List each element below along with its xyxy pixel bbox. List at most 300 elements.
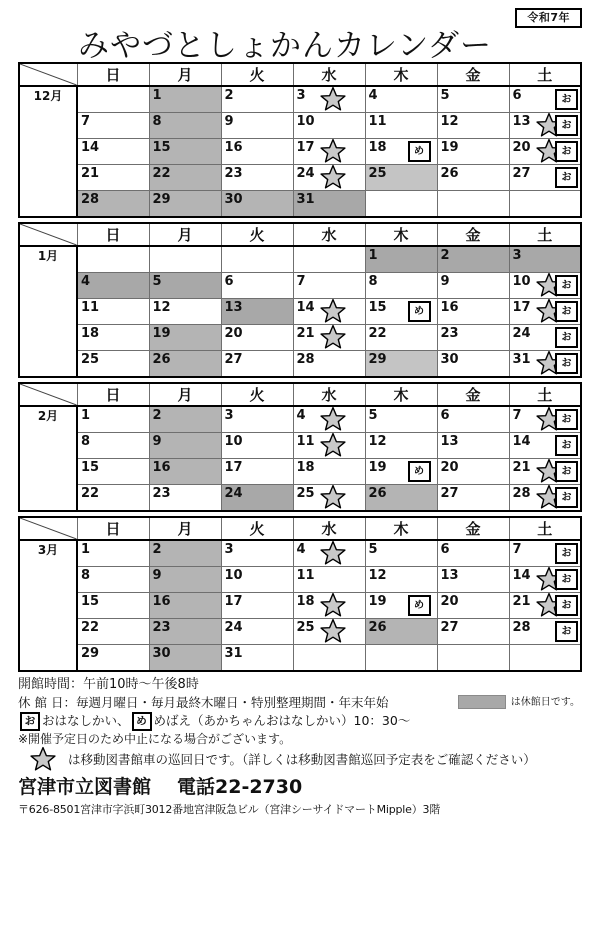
day-cell[interactable] <box>437 433 509 459</box>
day-cell[interactable] <box>509 351 581 378</box>
event-badge-o[interactable]: お <box>555 301 578 322</box>
day-cell[interactable] <box>77 459 149 485</box>
event-badge-o[interactable]: お <box>555 89 578 110</box>
day-number: 6 <box>440 408 450 423</box>
day-cell[interactable] <box>437 273 509 299</box>
day-cell[interactable] <box>149 485 221 512</box>
day-cell[interactable] <box>365 459 437 485</box>
day-cell[interactable] <box>293 113 365 139</box>
day-number: 18 <box>368 140 387 155</box>
weekday-header-6: 土 <box>509 517 581 540</box>
day-cell[interactable] <box>437 86 509 113</box>
weekday-header-6: 土 <box>509 383 581 406</box>
day-cell[interactable] <box>509 567 581 593</box>
day-cell[interactable] <box>293 619 365 645</box>
day-cell[interactable] <box>77 191 149 218</box>
day-cell[interactable] <box>149 273 221 299</box>
day-cell[interactable] <box>365 113 437 139</box>
day-cell[interactable] <box>293 567 365 593</box>
calendar-week-row <box>19 139 581 165</box>
calendar-week-row <box>19 113 581 139</box>
day-number: 17 <box>224 460 243 475</box>
day-number: 10 <box>224 568 243 583</box>
day-cell[interactable] <box>77 246 149 273</box>
day-number: 6 <box>512 88 522 103</box>
day-cell[interactable] <box>509 485 581 512</box>
corner-cell <box>19 223 77 246</box>
o-badge-text: おはなしかい、 <box>42 713 130 729</box>
day-cell[interactable] <box>437 619 509 645</box>
day-cell[interactable] <box>149 459 221 485</box>
day-cell[interactable] <box>293 351 365 378</box>
day-cell[interactable] <box>149 165 221 191</box>
day-cell[interactable] <box>509 191 581 218</box>
day-cell[interactable] <box>509 325 581 351</box>
day-cell[interactable] <box>365 485 437 512</box>
day-cell[interactable] <box>509 406 581 433</box>
calendar-week-row <box>19 619 581 645</box>
day-cell[interactable] <box>77 645 149 672</box>
event-badge-o[interactable]: お <box>555 569 578 590</box>
day-cell[interactable] <box>293 139 365 165</box>
calendar-week-row <box>19 593 581 619</box>
day-cell[interactable] <box>149 351 221 378</box>
event-badge-o[interactable]: お <box>555 327 578 348</box>
cancel-note: ※開催予定日のため中止になる場合がございます。 <box>18 732 292 747</box>
calendar-table <box>18 382 582 512</box>
star-icon <box>320 86 346 112</box>
weekday-header-6: 土 <box>509 63 581 86</box>
day-number: 28 <box>512 486 531 501</box>
day-number: 10 <box>296 114 315 129</box>
page-title: みやづとしょかんカレンダー <box>78 28 492 64</box>
day-number: 9 <box>152 568 162 583</box>
day-number: 1 <box>81 542 91 557</box>
weekday-header-1: 月 <box>149 517 221 540</box>
star-note-text: は移動図書館車の巡回日です。（詳しくは移動図書館巡回予定表をご確認ください） <box>68 752 536 768</box>
day-number: 12 <box>368 434 387 449</box>
day-number: 17 <box>512 300 531 315</box>
day-cell[interactable] <box>221 139 293 165</box>
day-cell[interactable] <box>149 619 221 645</box>
day-number: 1 <box>368 248 378 263</box>
star-icon <box>320 592 346 618</box>
corner-cell <box>19 517 77 540</box>
weekday-header-4: 木 <box>365 223 437 246</box>
day-cell[interactable] <box>293 433 365 459</box>
day-number: 13 <box>224 300 243 315</box>
day-number: 7 <box>512 542 522 557</box>
day-cell[interactable] <box>509 433 581 459</box>
event-badge-o[interactable]: お <box>555 115 578 136</box>
day-number: 20 <box>224 326 243 341</box>
day-cell[interactable] <box>293 645 365 672</box>
day-number: 24 <box>224 486 243 501</box>
day-number: 26 <box>368 620 387 635</box>
calendar-week-row <box>19 540 581 567</box>
day-cell[interactable] <box>221 459 293 485</box>
day-number: 6 <box>440 542 450 557</box>
swatch-note: は休館日です。 <box>510 697 580 709</box>
day-number: 30 <box>440 352 459 367</box>
address: 〒626-8501宮津市字浜町3012番地宮津阪急ビル（宮津シーサイドマートMipple）3階 <box>18 803 441 817</box>
day-cell[interactable] <box>509 273 581 299</box>
weekday-header-2: 火 <box>221 223 293 246</box>
day-number: 29 <box>152 192 171 207</box>
day-cell[interactable] <box>293 299 365 325</box>
event-badge-me[interactable]: め <box>408 141 431 162</box>
day-number: 30 <box>152 646 171 661</box>
day-cell[interactable] <box>221 645 293 672</box>
day-cell[interactable] <box>509 246 581 273</box>
event-badge-o[interactable]: お <box>555 543 578 564</box>
day-number: 12 <box>152 300 171 315</box>
event-badge-o[interactable]: お <box>555 621 578 642</box>
day-number: 21 <box>512 460 531 475</box>
day-cell[interactable] <box>437 139 509 165</box>
closed-days-text: 休 館 日：毎週月曜日・毎月最終木曜日・特別整理期間・年末年始 <box>18 695 389 711</box>
day-cell[interactable] <box>437 299 509 325</box>
day-number: 21 <box>81 166 100 181</box>
event-badge-o[interactable]: お <box>555 595 578 616</box>
day-number: 22 <box>81 486 100 501</box>
day-number: 19 <box>152 326 171 341</box>
day-cell[interactable] <box>509 299 581 325</box>
weekday-header-2: 火 <box>221 517 293 540</box>
calendar-week-row <box>19 485 581 512</box>
star-icon <box>320 432 346 458</box>
day-number: 25 <box>81 352 100 367</box>
day-number: 24 <box>512 326 531 341</box>
day-number: 19 <box>368 460 387 475</box>
day-cell[interactable] <box>365 246 437 273</box>
day-cell[interactable] <box>221 191 293 218</box>
o-badge-icon: お <box>20 712 40 731</box>
day-cell[interactable] <box>437 165 509 191</box>
day-cell[interactable] <box>221 593 293 619</box>
day-cell[interactable] <box>365 191 437 218</box>
day-cell[interactable] <box>77 325 149 351</box>
day-number: 15 <box>81 460 100 475</box>
day-cell[interactable] <box>221 113 293 139</box>
day-number: 12 <box>440 114 459 129</box>
event-badge-o[interactable]: お <box>555 141 578 162</box>
weekday-header-3: 水 <box>293 517 365 540</box>
day-cell[interactable] <box>221 351 293 378</box>
day-number: 25 <box>368 166 387 181</box>
day-cell[interactable] <box>149 406 221 433</box>
day-number: 20 <box>440 460 459 475</box>
day-number: 17 <box>296 140 315 155</box>
day-cell[interactable] <box>149 567 221 593</box>
day-cell[interactable] <box>293 593 365 619</box>
day-cell[interactable] <box>293 273 365 299</box>
day-number: 20 <box>512 140 531 155</box>
day-cell[interactable] <box>365 86 437 113</box>
weekday-header-0: 日 <box>77 63 149 86</box>
day-cell[interactable] <box>77 433 149 459</box>
day-cell[interactable] <box>437 567 509 593</box>
day-cell[interactable] <box>437 593 509 619</box>
weekday-header-4: 木 <box>365 517 437 540</box>
day-number: 30 <box>224 192 243 207</box>
day-number: 21 <box>296 326 315 341</box>
day-cell[interactable] <box>365 325 437 351</box>
day-cell[interactable] <box>437 540 509 567</box>
weekday-header-5: 金 <box>437 517 509 540</box>
day-cell[interactable] <box>365 273 437 299</box>
day-cell[interactable] <box>221 567 293 593</box>
day-number: 16 <box>152 460 171 475</box>
day-cell[interactable] <box>293 191 365 218</box>
day-cell[interactable] <box>509 86 581 113</box>
day-number: 14 <box>296 300 315 315</box>
day-cell[interactable] <box>221 246 293 273</box>
day-number: 7 <box>512 408 522 423</box>
day-cell[interactable] <box>365 139 437 165</box>
day-cell[interactable] <box>149 593 221 619</box>
day-number: 26 <box>368 486 387 501</box>
month-blocks <box>18 62 582 672</box>
day-number: 11 <box>81 300 100 315</box>
day-number: 2 <box>224 88 234 103</box>
day-cell[interactable] <box>509 593 581 619</box>
day-cell[interactable] <box>77 273 149 299</box>
day-cell[interactable] <box>149 540 221 567</box>
day-number: 26 <box>152 352 171 367</box>
day-cell[interactable] <box>437 325 509 351</box>
day-number: 3 <box>296 88 306 103</box>
day-cell[interactable] <box>221 485 293 512</box>
calendar-table <box>18 516 582 672</box>
day-number: 16 <box>152 594 171 609</box>
day-cell[interactable] <box>365 433 437 459</box>
day-number: 1 <box>152 88 162 103</box>
event-badge-me[interactable]: め <box>408 301 431 322</box>
day-cell[interactable] <box>221 540 293 567</box>
event-badge-o[interactable]: お <box>555 435 578 456</box>
day-cell[interactable] <box>77 406 149 433</box>
day-number: 5 <box>368 542 378 557</box>
day-number: 24 <box>296 166 315 181</box>
day-cell[interactable] <box>437 645 509 672</box>
day-cell[interactable] <box>77 139 149 165</box>
day-cell[interactable] <box>221 619 293 645</box>
day-cell[interactable] <box>437 351 509 378</box>
weekday-header-1: 月 <box>149 63 221 86</box>
calendar-week-row <box>19 299 581 325</box>
day-cell[interactable] <box>77 619 149 645</box>
day-cell[interactable] <box>149 433 221 459</box>
library-name-line <box>18 774 582 801</box>
footer <box>18 676 582 818</box>
day-cell[interactable] <box>293 86 365 113</box>
day-number: 8 <box>81 434 91 449</box>
weekday-header-4: 木 <box>365 63 437 86</box>
day-number: 3 <box>512 248 522 263</box>
day-number: 28 <box>296 352 315 367</box>
calendar-week-row <box>19 433 581 459</box>
day-number: 2 <box>152 542 162 557</box>
day-number: 10 <box>512 274 531 289</box>
day-cell[interactable] <box>149 246 221 273</box>
calendar-week-row <box>19 165 581 191</box>
day-cell[interactable] <box>77 165 149 191</box>
day-cell[interactable] <box>293 325 365 351</box>
day-cell[interactable] <box>293 540 365 567</box>
month-label: 1月 <box>19 246 77 377</box>
event-badge-me[interactable]: め <box>408 461 431 482</box>
star-icon <box>320 324 346 350</box>
day-number: 11 <box>296 568 315 583</box>
day-cell[interactable] <box>509 459 581 485</box>
day-cell[interactable] <box>437 406 509 433</box>
calendar-week-row <box>19 351 581 378</box>
day-cell[interactable] <box>293 459 365 485</box>
star-legend-line <box>18 748 582 770</box>
day-cell[interactable] <box>437 485 509 512</box>
calendar-table <box>18 222 582 378</box>
day-cell[interactable] <box>77 299 149 325</box>
day-cell[interactable] <box>365 406 437 433</box>
day-number: 25 <box>296 620 315 635</box>
day-number: 9 <box>224 114 234 129</box>
day-cell[interactable] <box>77 567 149 593</box>
day-cell[interactable] <box>509 645 581 672</box>
event-badge-o[interactable]: お <box>555 275 578 296</box>
day-cell[interactable] <box>77 540 149 567</box>
month-label: 12月 <box>19 86 77 217</box>
calendar-week-row <box>19 86 581 113</box>
event-badge-o[interactable]: お <box>555 409 578 430</box>
closed-days-line <box>18 694 582 712</box>
day-cell[interactable] <box>509 165 581 191</box>
day-cell[interactable] <box>149 325 221 351</box>
day-cell[interactable] <box>77 113 149 139</box>
calendar-week-row <box>19 246 581 273</box>
day-cell[interactable] <box>293 165 365 191</box>
day-cell[interactable] <box>149 299 221 325</box>
event-badge-o[interactable]: お <box>555 167 578 188</box>
day-number: 17 <box>224 594 243 609</box>
day-number: 27 <box>440 486 459 501</box>
day-cell[interactable] <box>149 191 221 218</box>
day-cell[interactable] <box>437 113 509 139</box>
day-cell[interactable] <box>293 406 365 433</box>
day-cell[interactable] <box>365 165 437 191</box>
day-number: 2 <box>440 248 450 263</box>
calendar-table <box>18 62 582 218</box>
day-cell[interactable] <box>149 645 221 672</box>
star-icon <box>320 484 346 510</box>
gray-swatch-icon <box>458 695 506 709</box>
corner-cell <box>19 383 77 406</box>
day-number: 15 <box>368 300 387 315</box>
day-cell[interactable] <box>293 246 365 273</box>
day-number: 29 <box>368 352 387 367</box>
day-cell[interactable] <box>77 351 149 378</box>
day-cell[interactable] <box>221 325 293 351</box>
day-number: 11 <box>368 114 387 129</box>
day-cell[interactable] <box>509 540 581 567</box>
day-cell[interactable] <box>365 299 437 325</box>
day-cell[interactable] <box>437 246 509 273</box>
day-cell[interactable] <box>437 191 509 218</box>
day-cell[interactable] <box>437 459 509 485</box>
day-number: 4 <box>296 542 306 557</box>
day-number: 14 <box>81 140 100 155</box>
day-cell[interactable] <box>77 86 149 113</box>
me-badge-icon: め <box>132 712 152 731</box>
day-number: 21 <box>512 594 531 609</box>
day-number: 4 <box>296 408 306 423</box>
day-cell[interactable] <box>221 406 293 433</box>
month-block <box>18 62 582 218</box>
weekday-header-5: 金 <box>437 223 509 246</box>
day-cell[interactable] <box>293 485 365 512</box>
day-cell[interactable] <box>149 113 221 139</box>
event-badge-o[interactable]: お <box>555 487 578 508</box>
day-number: 23 <box>224 166 243 181</box>
event-badge-me[interactable]: め <box>408 595 431 616</box>
day-cell[interactable] <box>221 273 293 299</box>
page-header <box>18 0 582 62</box>
day-cell[interactable] <box>509 139 581 165</box>
day-cell[interactable] <box>365 351 437 378</box>
day-cell[interactable] <box>221 165 293 191</box>
day-cell[interactable] <box>365 645 437 672</box>
day-cell[interactable] <box>365 619 437 645</box>
weekday-header-6: 土 <box>509 223 581 246</box>
closed-swatch-legend <box>458 695 580 710</box>
day-number: 2 <box>152 408 162 423</box>
calendar-week-row <box>19 273 581 299</box>
day-number: 24 <box>224 620 243 635</box>
calendar-week-row <box>19 406 581 433</box>
day-number: 6 <box>224 274 234 289</box>
month-label: 3月 <box>19 540 77 671</box>
day-cell[interactable] <box>77 593 149 619</box>
weekday-header-1: 月 <box>149 383 221 406</box>
day-cell[interactable] <box>221 299 293 325</box>
day-number: 27 <box>224 352 243 367</box>
day-number: 12 <box>368 568 387 583</box>
day-cell[interactable] <box>149 139 221 165</box>
day-cell[interactable] <box>365 593 437 619</box>
day-cell[interactable] <box>221 86 293 113</box>
day-number: 25 <box>296 486 315 501</box>
day-number: 5 <box>440 88 450 103</box>
day-number: 5 <box>152 274 162 289</box>
day-number: 18 <box>296 594 315 609</box>
day-number: 14 <box>512 434 531 449</box>
day-number: 15 <box>152 140 171 155</box>
event-badge-o[interactable]: お <box>555 461 578 482</box>
corner-cell <box>19 63 77 86</box>
year-badge: 令和7年 <box>515 8 582 28</box>
day-cell[interactable] <box>365 540 437 567</box>
day-number: 13 <box>440 568 459 583</box>
day-cell[interactable] <box>77 485 149 512</box>
day-cell[interactable] <box>365 567 437 593</box>
weekday-header-2: 火 <box>221 383 293 406</box>
day-number: 23 <box>152 620 171 635</box>
event-badge-o[interactable]: お <box>555 353 578 374</box>
day-cell[interactable] <box>509 113 581 139</box>
day-cell[interactable] <box>509 619 581 645</box>
day-cell[interactable] <box>149 86 221 113</box>
day-cell[interactable] <box>221 433 293 459</box>
